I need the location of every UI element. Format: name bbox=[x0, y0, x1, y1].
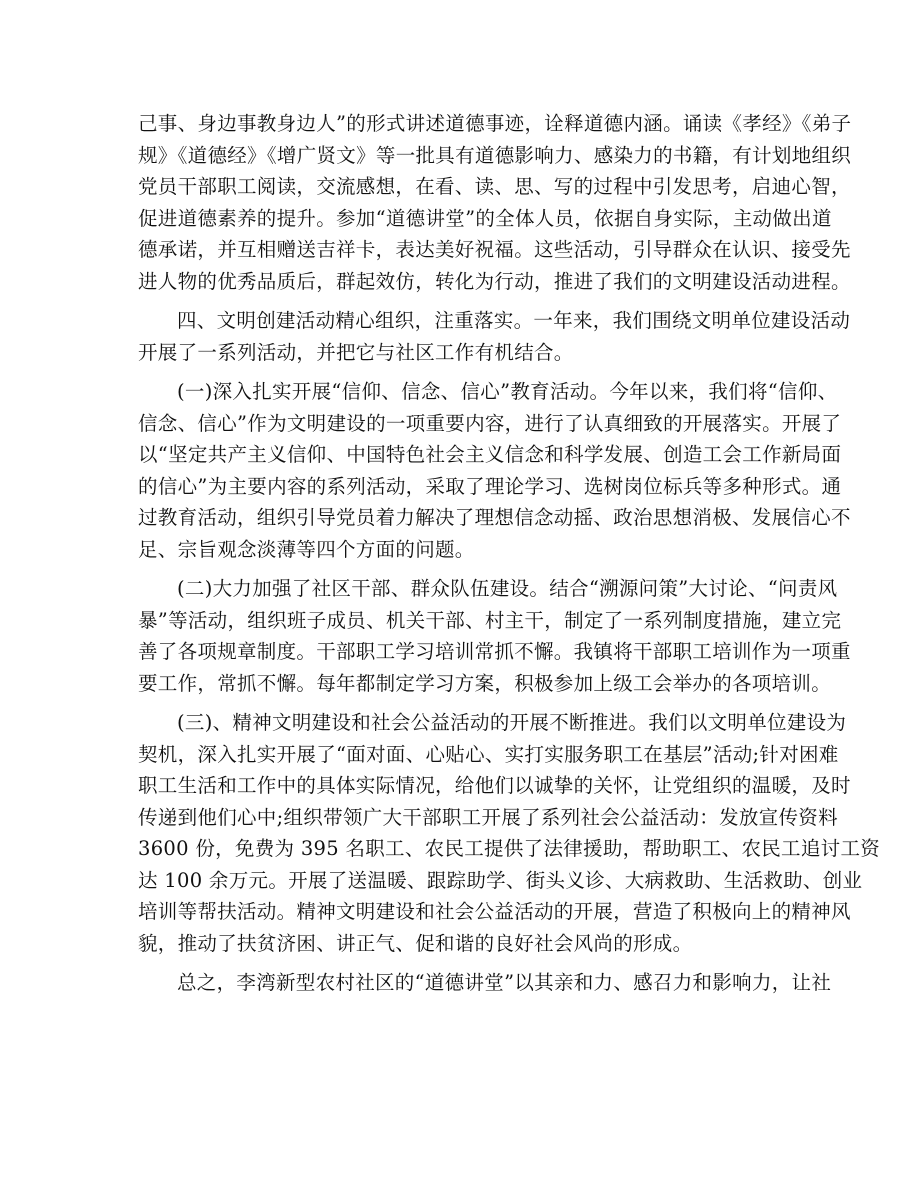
paragraph-subsection-one bbox=[138, 376, 851, 565]
text-line: 信念、信心”作为文明建设的一项重要内容，进行了认真细致的开展落实。开展了 bbox=[138, 411, 842, 435]
paragraph-subsection-three bbox=[138, 707, 881, 959]
paragraph-subsection-two bbox=[138, 573, 851, 699]
text-line: 以“坚定共产主义信仰、中国特色社会主义信念和科学发展、创造工会工作新局面 bbox=[138, 443, 842, 466]
text-line: 培训等帮扶活动。精神文明建设和社会公益活动的开展，营造了积极向上的精神风 bbox=[138, 900, 851, 923]
text-line: 契机，深入扎实开展了“面对面、心贴心、实打实服务职工在基层”活动;针对困难 bbox=[138, 742, 839, 766]
text-line: 规》《道德经》《增广贤文》等一批具有道德影响力、感染力的书籍，有计划地组织 bbox=[138, 143, 852, 167]
text-line: 总之，李湾新型农村社区的“道德讲堂”以其亲和力、感召力和影响力，让社 bbox=[177, 971, 832, 994]
text-line: 要工作，常抓不懈。每年都制定学习方案，积极参加上级工会举办的各项培训。 bbox=[138, 671, 832, 695]
text-line: 过教育活动，组织引导党员着力解决了理想信念动摇、政治思想消极、发展信心不 bbox=[138, 506, 851, 529]
paragraph-section-four bbox=[138, 305, 851, 368]
text-line: 开展了一系列活动，并把它与社区工作有机结合。 bbox=[138, 340, 574, 364]
text-line: (一)深入扎实开展“信仰、信念、信心”教育活动。今年以来，我们将“信仰、 bbox=[177, 380, 838, 403]
text-line: 暴”等活动，组织班子成员、机关干部、村主干，制定了一系列制度措施，建立完 bbox=[138, 608, 842, 632]
text-line: 善了各项规章制度。干部职工学习培训常抓不懈。我镇将干部职工培训作为一项重 bbox=[138, 640, 851, 663]
text-line: 四、文明创建活动精心组织，注重落实。一年来，我们围绕文明单位建设活动 bbox=[177, 309, 851, 332]
text-line: 的信心”为主要内容的系列活动，采取了理论学习、选树岗位标兵等多种形式。通 bbox=[138, 474, 842, 498]
text-line: 党员干部职工阅读，交流感想，在看、读、思、写的过程中引发思考，启迪心智， bbox=[138, 175, 851, 198]
text-line: 足、宗旨观念淡薄等四个方面的问题。 bbox=[138, 537, 475, 561]
text-line: (三)、精神文明建设和社会公益活动的开展不断推进。我们以文明单位建设为 bbox=[177, 711, 847, 734]
text-line: 进人物的优秀品质后，群起效仿，转化为行动，推进了我们的文明建设活动进程。 bbox=[138, 269, 851, 293]
paragraph-moral-lecture-activities bbox=[138, 108, 852, 297]
text-line: 职工生活和工作中的具体实际情况，给他们以诚挚的关怀，让党组织的温暖，及时 bbox=[138, 774, 851, 797]
text-line: (二)大力加强了社区干部、群众队伍建设。结合“溯源问策”大讨论、“问责风 bbox=[177, 577, 838, 600]
document-body bbox=[138, 108, 881, 999]
text-line: 3600 份，免费为 395 名职工、农民工提供了法律援助，帮助职工、农民工追讨工资 bbox=[138, 837, 881, 860]
paragraph-conclusion bbox=[138, 967, 832, 999]
text-line: 貌，推动了扶贫济困、讲正气、促和谐的良好社会风尚的形成。 bbox=[138, 931, 693, 955]
text-line: 达 100 余万元。开展了送温暖、跟踪助学、街头义诊、大病救助、生活救助、创业 bbox=[138, 868, 863, 892]
text-line: 己事、身边事教身边人”的形式讲述道德事迹，诠释道德内涵。诵读《孝经》《弟子 bbox=[138, 112, 852, 135]
text-line: 德承诺，并互相赠送吉祥卡，表达美好祝福。这些活动，引导群众在认识、接受先 bbox=[138, 238, 851, 261]
text-line: 传递到他们心中;组织带领广大干部职工开展了系列社会公益活动：发放宣传资料 bbox=[138, 805, 838, 829]
text-line: 促进道德素养的提升。参加“道德讲堂”的全体人员，依据自身实际，主动做出道 bbox=[138, 206, 832, 230]
